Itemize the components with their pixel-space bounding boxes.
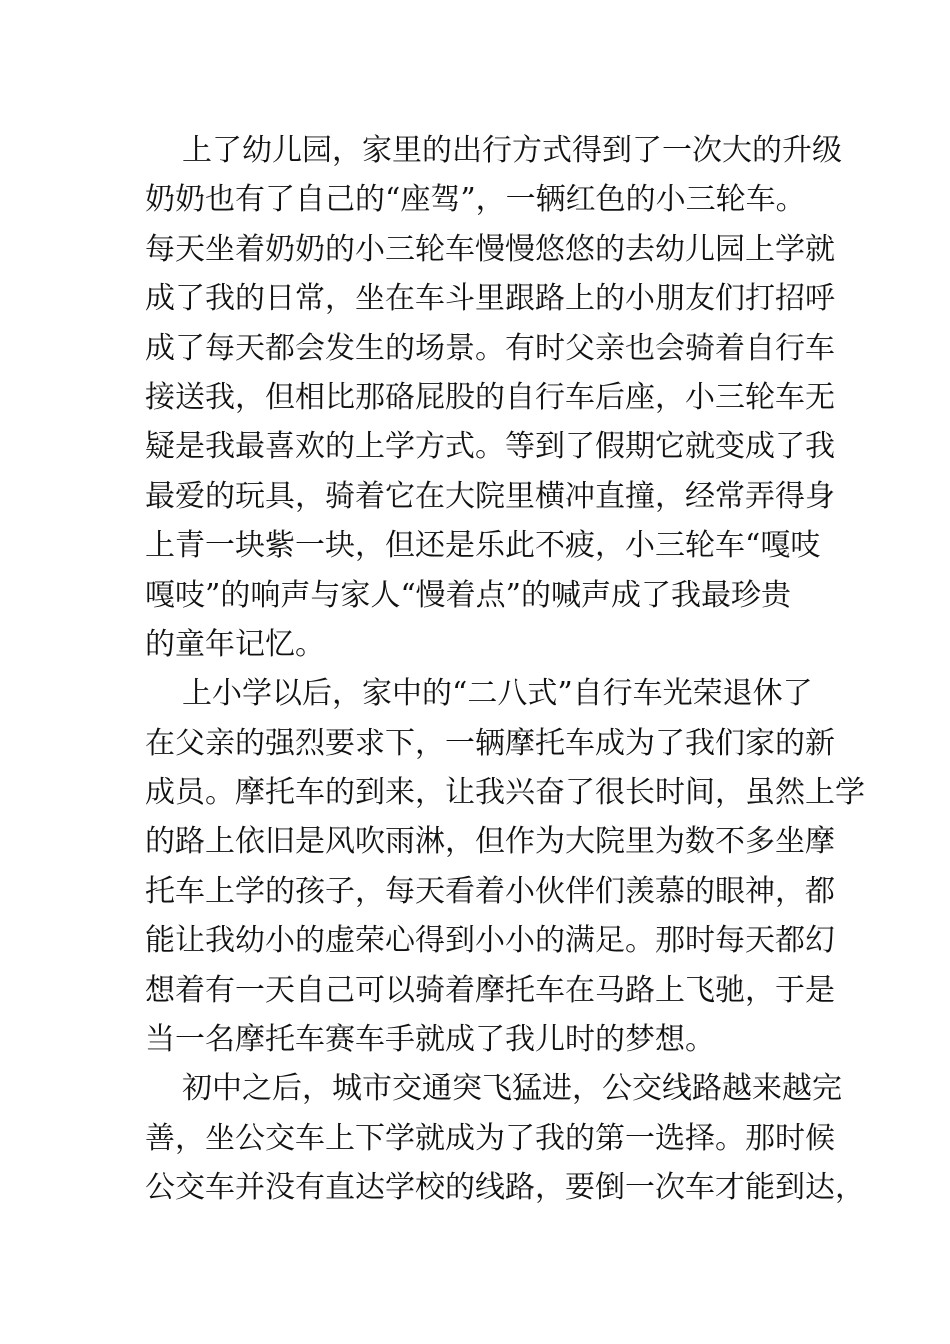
paragraph-1-line-6: 接送我，但相比那硌屁股的自行车后座，小三轮车无 (145, 379, 835, 415)
paragraph-2-line-8: 当一名摩托车赛车手就成了我儿时的梦想。 (145, 1022, 715, 1058)
body-text (145, 126, 865, 1213)
paragraph-3-line-3: 公交车并没有直达学校的线路，要倒一次车才能到达， (145, 1170, 865, 1206)
paragraph-2-line-7: 想着有一天自己可以骑着摩托车在马路上飞驰，于是 (145, 972, 835, 1008)
paragraph-3-line-2: 善，坐公交车上下学就成为了我的第一选择。那时候 (145, 1120, 835, 1156)
paragraph-1-line-11: 的童年记忆。 (145, 626, 325, 662)
paragraph-2-line-2: 在父亲的强烈要求下，一辆摩托车成为了我们家的新 (145, 725, 835, 761)
paragraph-2-line-5: 托车上学的孩子，每天看着小伙伴们羡慕的眼神，都 (145, 873, 835, 909)
paragraph-1-line-2: 奶奶也有了自己的“座驾”，一辆红色的小三轮车。 (145, 182, 806, 218)
paragraph-2-line-1: 上小学以后，家中的“二八式”自行车光荣退休了 (182, 676, 813, 712)
paragraph-1-line-9: 上青一块紫一块，但还是乐此不疲，小三轮车“嘎吱 (145, 528, 821, 564)
paragraph-1-line-7: 疑是我最喜欢的上学方式。等到了假期它就变成了我 (145, 429, 835, 465)
paragraph-1-line-1: 上了幼儿园，家里的出行方式得到了一次大的升级 (182, 133, 842, 168)
paragraph-1-line-5: 成了每天都会发生的场景。有时父亲也会骑着自行车 (145, 330, 835, 366)
paragraph-2-line-3: 成员。摩托车的到来，让我兴奋了很长时间，虽然上学 (145, 775, 865, 811)
paragraph-1-line-8: 最爱的玩具，骑着它在大院里横冲直撞，经常弄得身 (145, 478, 835, 514)
paragraph-1-line-10: 嘎吱”的响声与家人“慢着点”的喊声成了我最珍贵 (145, 577, 792, 613)
paragraph-3-line-1: 初中之后，城市交通突飞猛进，公交线路越来越完 (182, 1071, 842, 1107)
paragraph-2-line-6: 能让我幼小的虚荣心得到小小的满足。那时每天都幻 (145, 923, 835, 959)
paragraph-1-line-3: 每天坐着奶奶的小三轮车慢慢悠悠的去幼儿园上学就 (145, 231, 835, 267)
paragraph-2-line-4: 的路上依旧是风吹雨淋，但作为大院里为数不多坐摩 (145, 824, 835, 860)
paragraph-1-line-4: 成了我的日常，坐在车斗里跟路上的小朋友们打招呼 (145, 281, 835, 317)
